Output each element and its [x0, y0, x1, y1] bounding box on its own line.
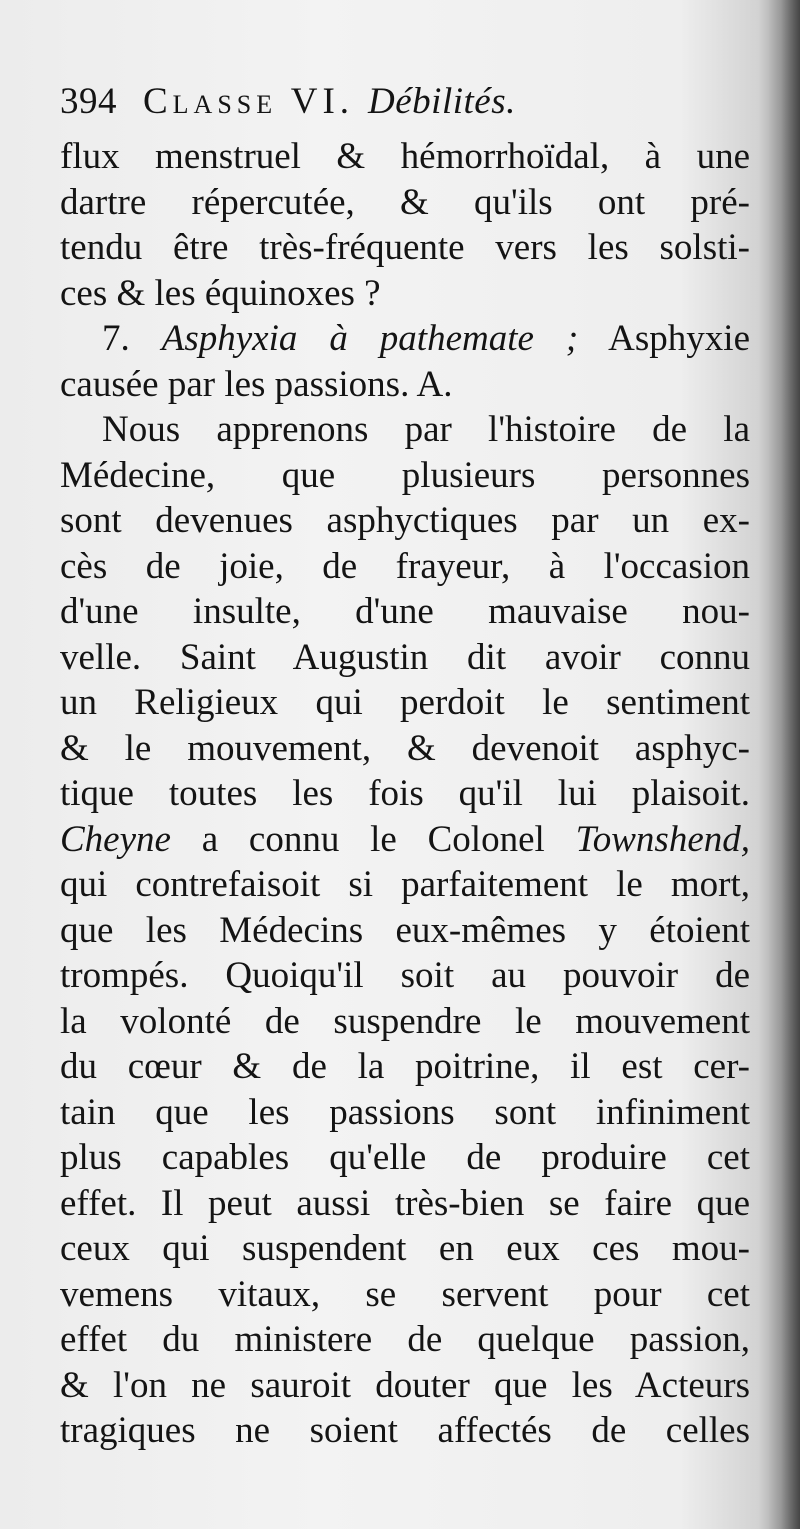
text-line: & l'on ne sauroit douter que les Acteurs [60, 1364, 750, 1406]
text-line: effet. Il peut aussi très-bien se faire que [60, 1182, 750, 1224]
text-line: du cœur & de la poitrine, il est cer- [60, 1046, 750, 1087]
text-line: un Religieux qui perdoit le sentiment [60, 682, 750, 723]
text-line: cès de joie, de frayeur, à l'occasion [60, 545, 750, 587]
text-line: tragiques ne soient affectés de celles [60, 1410, 750, 1451]
text-line: d'une insulte, d'une mauvaise nou- [60, 591, 750, 632]
text-line: velle. Saint Augustin dit avoir connu [60, 636, 750, 678]
page-edge-shadow [758, 0, 800, 1529]
header-classe: Classe VI. [143, 81, 355, 122]
person-name: Townshend, [575, 818, 750, 860]
text-line: la volonté de suspendre le mouvement [60, 1000, 750, 1042]
text-line: ces & les équinoxes ? [60, 272, 381, 314]
running-header [60, 70, 750, 134]
text-line: tique toutes les fois qu'il lui plaisoit. [60, 773, 750, 814]
text-line-names [60, 817, 750, 863]
text-line: trompés. Quoiqu'il soit au pouvoir de [60, 955, 750, 996]
text-line: & le mouvement, & devenoit asphyc- [60, 727, 750, 769]
text-line: causée par les passions. A. [60, 363, 453, 405]
paragraph-start: Nous apprenons par l'histoire de la [102, 409, 750, 450]
page-text [60, 70, 750, 1454]
text-line: plus capables qu'elle de produire cet [60, 1137, 750, 1178]
author-name: Cheyne [60, 818, 171, 860]
text-line: tendu être très-fréquente vers les solsti- [60, 227, 750, 268]
header-section: Débilités. [368, 81, 516, 122]
text-line: flux menstruel & hémorrhoïdal, à une [60, 136, 750, 177]
text-line: tain que les passions sont infiniment [60, 1091, 750, 1133]
text-line: ceux qui suspendent en eux ces mou- [60, 1228, 750, 1269]
entry-heading [60, 316, 750, 362]
text-line: que les Médecins eux-mêmes y étoient [60, 909, 750, 951]
text-line: vemens vitaux, se servent pour cet [60, 1273, 750, 1315]
text-line: Médecine, que plusieurs personnes [60, 454, 750, 496]
text-line: qui contrefaisoit si parfaitement le mort, [60, 864, 750, 905]
page-number: 394 [60, 81, 117, 122]
entry-french-name: Asphyxie [608, 318, 750, 359]
text-fragment: a connu le Colonel [201, 818, 545, 860]
text-line: dartre répercutée, & qu'ils ont pré- [60, 181, 750, 223]
text-line: sont devenues asphyctiques par un ex- [60, 500, 750, 541]
entry-latin-name: Asphyxia à pathemate ; [161, 318, 579, 359]
entry-number: 7. [102, 318, 130, 359]
text-line: effet du ministere de quelque passion, [60, 1319, 750, 1360]
